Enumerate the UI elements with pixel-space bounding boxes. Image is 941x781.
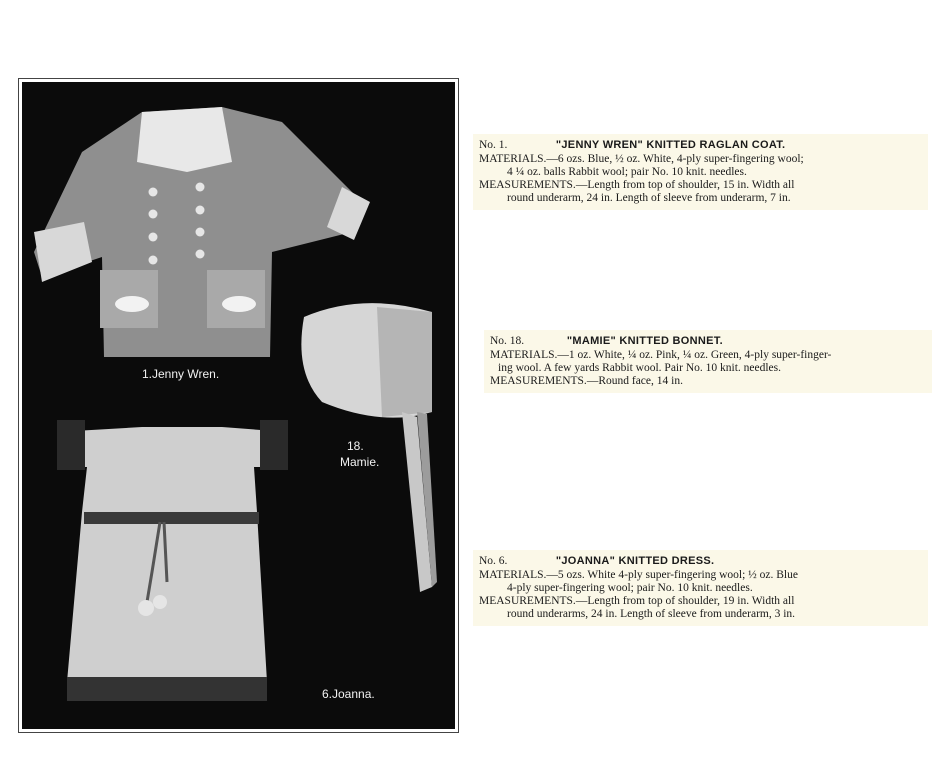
measurements-label: MEASUREMENTS. — [490, 375, 587, 387]
materials-line-1: —1 oz. White, ¼ oz. Pink, ¼ oz. Green, 4-ply super-finger- — [557, 349, 832, 361]
pattern-title: "JENNY WREN" KNITTED RAGLAN COAT. — [555, 139, 786, 151]
materials-label: MATERIALS. — [490, 349, 558, 361]
garment-photograph — [22, 82, 455, 729]
caption-mamie-number: 18. — [347, 439, 364, 453]
pattern-number: No. 1. — [479, 139, 508, 151]
measurements-line-2: round underarms, 24 in. Length of sleeve from underarm, 3 in. — [507, 608, 796, 620]
materials-line-2: 4 ¼ oz. balls Rabbit wool; pair No. 10 knit. needles. — [507, 166, 747, 178]
measurements-line-2: round underarm, 24 in. Length of sleeve from underarm, 7 in. — [507, 192, 791, 204]
measurements-text — [490, 375, 926, 388]
pattern-heading — [490, 334, 926, 349]
materials-text — [490, 349, 926, 375]
caption-mamie: Mamie. — [340, 455, 380, 469]
pattern-title: "JOANNA" KNITTED DRESS. — [555, 555, 715, 567]
measurements-line-1: —Round face, 14 in. — [586, 375, 683, 387]
mamie-bonnet-image — [301, 303, 437, 592]
caption-jenny-wren: 1.Jenny Wren. — [142, 367, 220, 381]
pattern-heading — [479, 138, 922, 153]
measurements-label: MEASUREMENTS. — [479, 595, 576, 607]
materials-line-2: ing wool. A few yards Rabbit wool. Pair No. 10 knit. needles. — [498, 362, 781, 374]
photo-plate — [18, 78, 459, 733]
joanna-dress-image — [57, 420, 288, 701]
measurements-label: MEASUREMENTS. — [479, 179, 576, 191]
materials-label: MATERIALS. — [479, 569, 547, 581]
pattern-heading — [479, 554, 922, 569]
measurements-text — [479, 595, 922, 621]
pattern-entry-jenny-wren — [473, 134, 928, 210]
materials-line-2: 4-ply super-fingering wool; pair No. 10 knit. needles. — [507, 582, 753, 594]
materials-line-1: —6 ozs. Blue, ½ oz. White, 4-ply super-fingering wool; — [546, 153, 804, 165]
caption-joanna: 6.Joanna. — [322, 687, 375, 701]
pattern-number: No. 18. — [490, 335, 525, 347]
materials-text — [479, 153, 922, 179]
materials-text — [479, 569, 922, 595]
measurements-line-1: —Length from top of shoulder, 19 in. Width all — [575, 595, 795, 607]
garments-illustration — [22, 82, 455, 729]
pattern-number: No. 6. — [479, 555, 508, 567]
measurements-text — [479, 179, 922, 205]
measurements-line-1: —Length from top of shoulder, 15 in. Width all — [575, 179, 795, 191]
materials-label: MATERIALS. — [479, 153, 547, 165]
materials-line-1: —5 ozs. White 4-ply super-fingering wool; ½ oz. Blue — [546, 569, 798, 581]
pattern-entry-joanna — [473, 550, 928, 626]
pattern-entry-mamie — [484, 330, 932, 393]
pattern-title: "MAMIE" KNITTED BONNET. — [566, 335, 723, 347]
